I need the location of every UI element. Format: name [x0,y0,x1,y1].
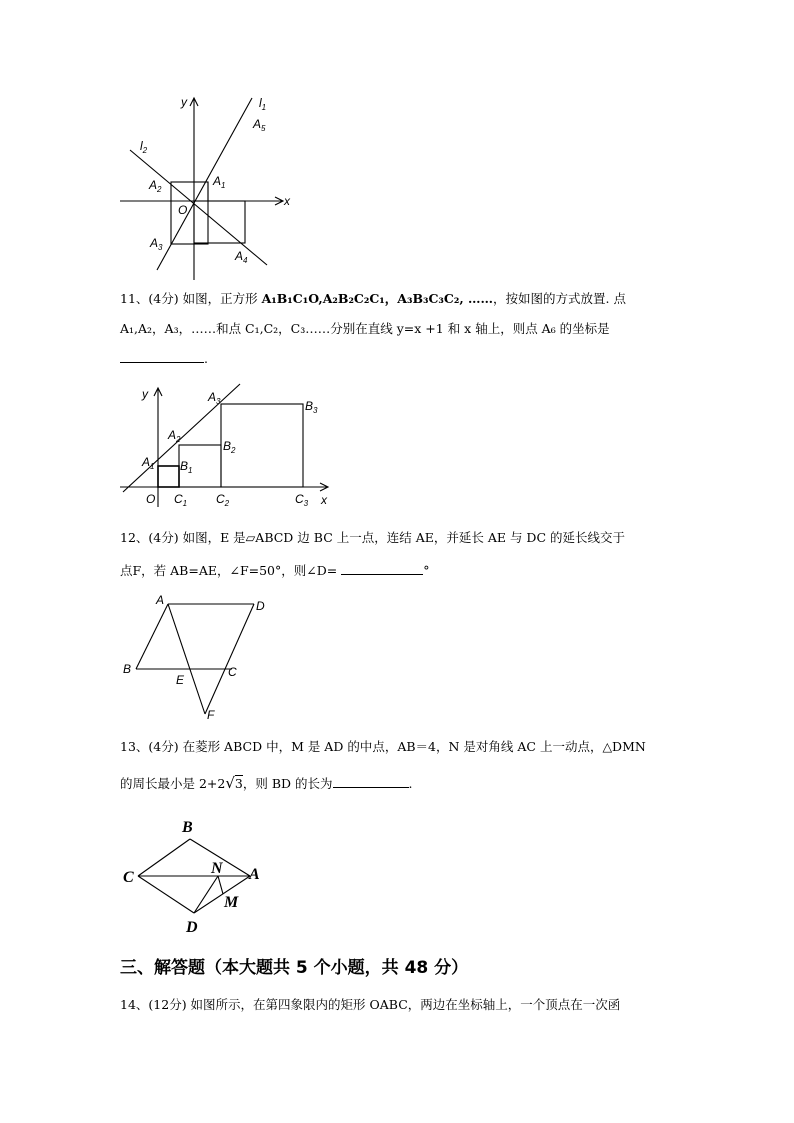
q11-answer-blank[interactable] [120,348,204,363]
label-a1: $A_1$ [213,174,226,190]
q14-line1: 14、(12分) 如图所示，在第四象限内的矩形 OABC，两边在坐标轴上，一个顶点在一次函 [120,997,621,1012]
label-b2: $B_2$ [223,439,236,455]
q13-line2 [120,768,680,799]
label-c: C [228,665,237,679]
label-l2: $l_2$ [140,139,148,155]
square-1 [158,466,179,487]
figure-q11 [118,382,338,507]
figure-q10 [115,90,305,280]
label-x: x [321,493,327,507]
q12-answer-blank[interactable] [341,560,423,575]
figure-q13 [120,815,270,937]
label-a2: $A_2$ [168,428,181,444]
label-d: D [186,919,198,936]
label-a: A [156,593,165,607]
q11-line1 [120,284,680,314]
q13-line1: 13、(4分) 在菱形 ABCD 中，M 是 AD 的中点，AB＝4，N 是对角线 AC 上一动点，△DMN [120,739,646,754]
q11-squares: A₁B₁C₁O,A₂B₂C₂C₁，A₃B₃C₃C₂, …… [261,291,494,306]
section-title: 三、解答题（本大题共 5 个小题，共 48 分） [120,958,469,978]
q13-mid: ，则 BD 的长为 [242,776,333,791]
label-c: C [123,869,134,886]
segment-nm [218,876,223,894]
segment-dn [194,876,218,913]
label-y: y [181,95,187,109]
label-a5: $A_5$ [253,117,266,133]
q11-line2: A₁,A₂，A₃，……和点 C₁,C₂，C₃……分别在直线 y=x +1 和 x 轴上，则点 A₆ 的坐标是 [120,321,610,336]
label-c2: $C_2$ [216,492,230,508]
figure-q12-svg [120,594,280,724]
square-a4 [194,201,245,243]
label-b1: $B_1$ [180,459,193,475]
label-f: F [207,708,215,722]
figure-q11-svg [118,382,338,507]
figure-q10-svg [115,90,305,280]
label-a: A [249,866,260,883]
label-o: O [146,492,156,506]
q13-radicand: 3 [234,776,243,791]
q12-suffix: ° [423,563,430,578]
side-ad [194,876,250,913]
side-dc [138,876,194,913]
label-c3: $C_3$ [295,492,309,508]
label-a4: $A_4$ [235,249,248,265]
side-ab [136,604,168,669]
label-b: B [123,662,132,676]
q11-end: . [204,351,208,366]
label-d: D [256,599,265,613]
label-l1: $l_1$ [259,96,267,112]
q13-answer-blank[interactable] [333,773,409,788]
label-a2: $A_2$ [149,178,162,194]
q11-suffix: ，按如图的方式放置. 点 [493,291,626,306]
label-b: B [182,819,193,836]
q13-prefix: 的周长最小是 2+ [120,776,218,791]
line-y-eq-x-plus-1 [123,384,240,492]
label-y: y [142,387,148,401]
label-x: x [284,194,290,208]
label-b3: $B_3$ [305,399,318,415]
q11-prefix: 11、(4分) 如图，正方形 [120,291,262,306]
line-aef [168,604,205,714]
q13-coef: 2 [217,776,226,791]
figure-q13-svg [120,815,270,937]
label-n: N [211,860,223,877]
q12-line1: 12、(4分) 如图，E 是▱ABCD 边 BC 上一点，连结 AE，并延长 AE 与 DC 的延长线交于 [120,530,625,545]
line-dcf [205,604,254,714]
label-a3: $A_3$ [150,236,163,252]
label-a3: $A_3$ [208,390,221,406]
label-e: E [176,673,185,687]
label-c1: $C_1$ [174,492,188,508]
figure-q12 [120,594,280,724]
q12-prefix: 点F，若 AB=AE，∠F=50°，则∠D= [120,563,342,578]
label-a1: $A_1$ [142,455,155,471]
q12-line2 [120,556,680,586]
q11-line3 [120,344,680,374]
label-o: O [178,203,188,217]
label-m: M [224,894,239,911]
q13-end: . [408,776,413,791]
sqrt-sign: √ [225,774,235,792]
side-cb [138,839,190,876]
